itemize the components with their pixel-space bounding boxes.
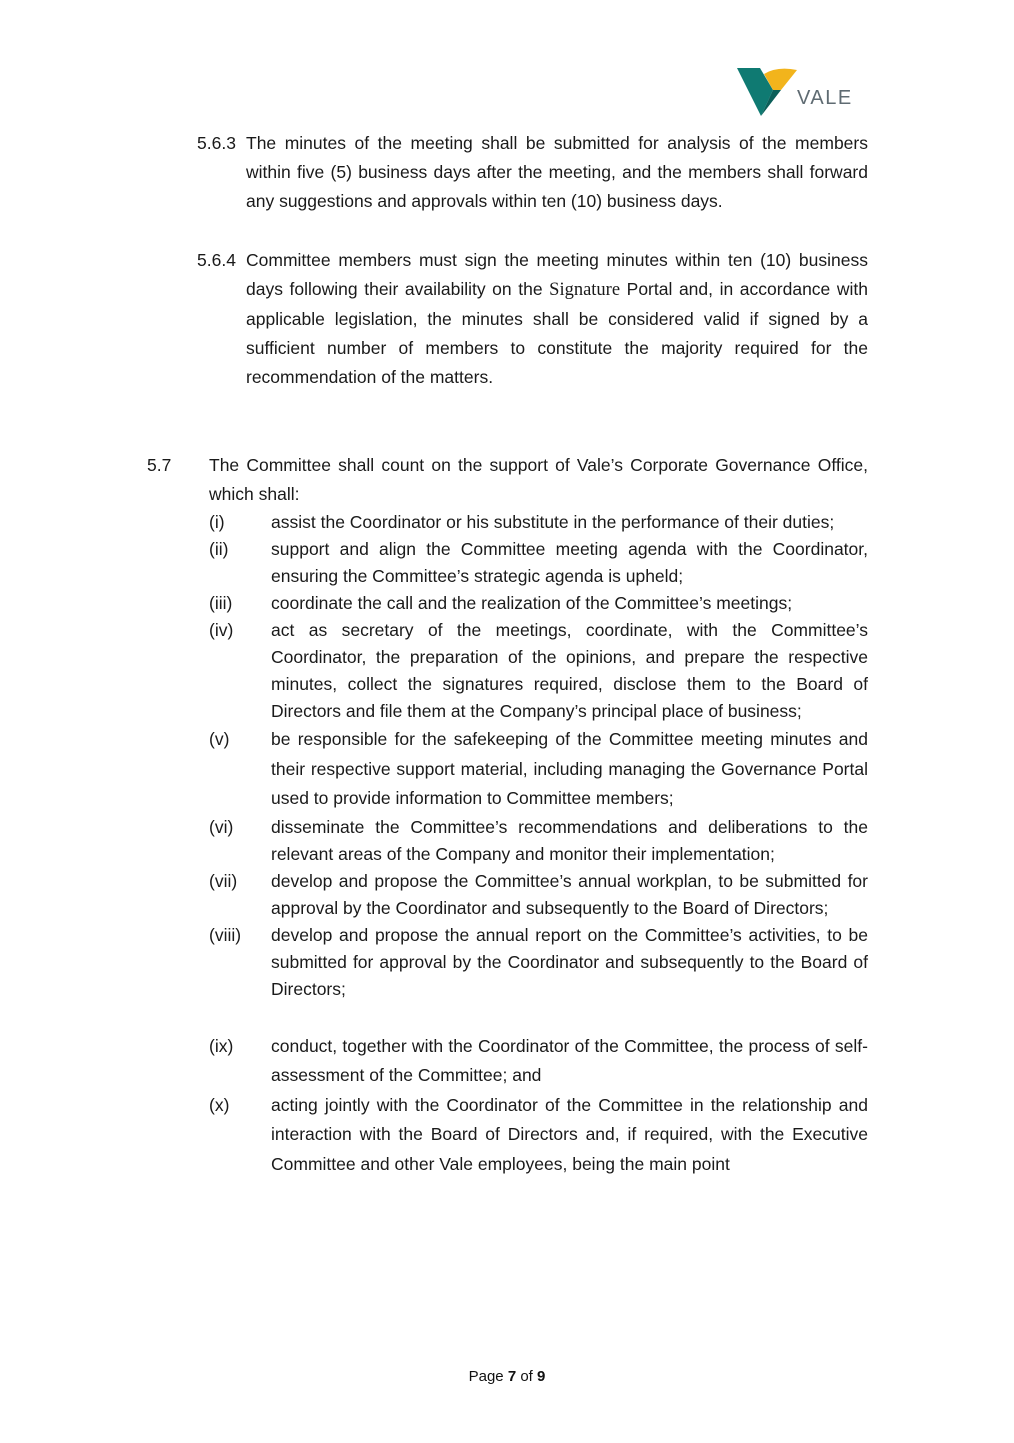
list-item <box>209 1032 868 1091</box>
list-item-text: assist the Coordinator or his substitute in the performance of their duties; <box>271 512 835 532</box>
current-page-number: 7 <box>507 1368 517 1385</box>
list-item <box>209 814 868 868</box>
list-item-numeral: (vii) <box>209 870 238 891</box>
list-item-text: act as secretary of the meetings, coordinate, with the Committee’s Coordinator, the preparation of the opinions, and prepare the respective minutes, collect the signatures required, disclose them to the Board of Directors and file them at the Company’s principal place of business; <box>271 620 868 721</box>
list-item <box>209 590 868 617</box>
list-item-text: be responsible for the safekeeping of the Committee meeting minutes and their respective support material, including managing the Governance Portal used to provide information to Committee members; <box>271 729 868 808</box>
section-5-6-3-text: The minutes of the meeting shall be submitted for analysis of the members within five (5) business days after the meeting, and the members shall forward any suggestions and approvals within ten (10) business days. <box>246 133 868 211</box>
list-item <box>209 509 868 536</box>
list-spacer <box>209 1003 868 1032</box>
list-item-text: coordinate the call and the realization of the Committee’s meetings; <box>271 593 793 613</box>
list-item-text: acting jointly with the Coordinator of the Committee in the relationship and interaction with the Board of Directors and, if required, with the Executive Committee and other Vale employees, being the main point <box>271 1094 868 1174</box>
section-5-7-text: The Committee shall count on the support of Vale’s Corporate Governance Office, which shall: <box>209 455 868 504</box>
list-item-text: develop and propose the Committee’s annual workplan, to be submitted for approval by the Coordinator and subsequently to the Board of Directors; <box>271 870 868 918</box>
page-label: Page <box>468 1368 504 1385</box>
list-item <box>209 725 868 814</box>
list-item <box>209 1091 868 1180</box>
page-footer <box>0 1368 1014 1385</box>
list-item-numeral: (iii) <box>209 593 233 613</box>
list-item-numeral: (iv) <box>209 620 234 640</box>
list-item-numeral: (v) <box>209 729 230 749</box>
list-item-numeral: (i) <box>209 512 225 532</box>
list-item-text: support and align the Committee meeting agenda with the Coordinator, ensuring the Committee’s strategic agenda is upheld; <box>271 539 868 586</box>
section-5-6-4-text <box>246 246 868 392</box>
section-5-6-4-text-part-b: Portal and, in accordance with applicable legislation, the minutes shall be considered valid if signed by a sufficient number of members to constitute the majority required for the recommendation of the matters. <box>246 279 868 387</box>
list-item-text: conduct, together with the Coordinator of the Committee, the process of self-assessment of the Committee; and <box>271 1035 868 1085</box>
section-5-6-4-text-part-a: Committee members must sign the meeting minutes within ten (10) business days following their availability on the <box>246 250 868 299</box>
list-item-numeral: (ii) <box>209 539 229 559</box>
vale-logo-mark-icon <box>737 68 799 116</box>
list-item <box>209 617 868 725</box>
list-item-text: disseminate the Committee’s recommendations and deliberations to the relevant areas of the Company and monitor their implementation; <box>271 816 868 864</box>
section-5-7-number: 5.7 <box>147 455 172 475</box>
list-item <box>209 868 868 922</box>
vale-logo <box>737 68 857 116</box>
list-item <box>209 922 868 1003</box>
list-item-numeral: (vi) <box>209 816 234 837</box>
list-item-numeral: (ix) <box>209 1035 234 1056</box>
list-item-numeral: (viii) <box>209 924 242 945</box>
page-of-label: of <box>520 1368 533 1385</box>
section-5-6-4-number: 5.6.4 <box>197 250 236 270</box>
list-item-numeral: (x) <box>209 1094 230 1115</box>
list-item <box>209 536 868 590</box>
signature-portal-word: Signature <box>549 280 621 300</box>
duties-list <box>209 509 868 1179</box>
section-5-6-3-number: 5.6.3 <box>197 133 236 153</box>
list-item-text: develop and propose the annual report on the Committee’s activities, to be submitted for approval by the Coordinator and subsequently to the Board of Directors; <box>271 924 868 999</box>
total-pages-number: 9 <box>537 1368 546 1385</box>
vale-logo-text: VALE <box>797 87 853 109</box>
